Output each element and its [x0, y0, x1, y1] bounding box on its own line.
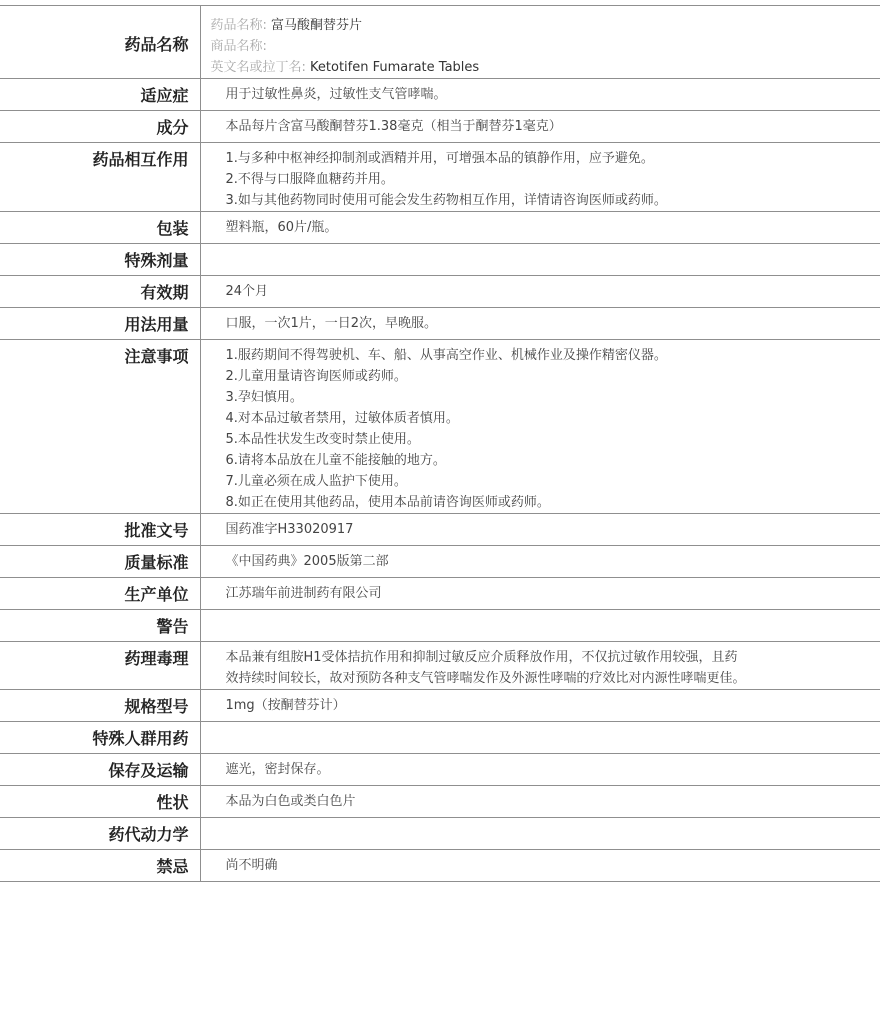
- row-label: 禁忌: [0, 850, 200, 882]
- value-line: 本品每片含富马酸酮替芬1.38毫克（相当于酮替芬1毫克）: [225, 119, 562, 134]
- spec-row: [0, 340, 880, 514]
- spec-row-drug-name: [0, 6, 880, 79]
- spec-row: [0, 546, 880, 578]
- row-value: [200, 143, 880, 212]
- value-line: 用于过敏性鼻炎，过敏性支气管哮喘。: [225, 87, 447, 102]
- spec-row: [0, 143, 880, 212]
- spec-row: [0, 514, 880, 546]
- value-line: 塑料瓶，60片/瓶。: [225, 220, 338, 235]
- drug-spec-table: [0, 5, 880, 882]
- row-value: [200, 578, 880, 610]
- row-value: [200, 610, 880, 642]
- row-value: [200, 308, 880, 340]
- value-line: 国药准字H33020917: [225, 522, 354, 537]
- spec-row: [0, 79, 880, 111]
- value-line: 2.不得与口服降血糖药并用。: [225, 172, 394, 187]
- row-label: 注意事项: [0, 340, 200, 514]
- row-label: 用法用量: [0, 308, 200, 340]
- generic-name-value: 富马酸酮替芬片: [271, 18, 363, 33]
- english-name-key: 英文名或拉丁名:: [210, 60, 306, 75]
- row-label: 特殊人群用药: [0, 722, 200, 754]
- row-value: [200, 642, 880, 690]
- row-label: 警告: [0, 610, 200, 642]
- spec-row: [0, 578, 880, 610]
- value-line: 6.请将本品放在儿童不能接触的地方。: [225, 453, 446, 468]
- spec-row: [0, 786, 880, 818]
- value-line: 2.儿童用量请咨询医师或药师。: [225, 369, 407, 384]
- spec-row: [0, 244, 880, 276]
- value-line: 本品兼有组胺H1受体拮抗作用和抑制过敏反应介质释放作用，不仅抗过敏作用较强，且药: [225, 650, 738, 665]
- value-line: 尚不明确: [225, 858, 278, 873]
- value-line: 效持续时间较长，故对预防各种支气管哮喘发作及外源性哮喘的疗效比对内源性哮喘更佳。: [225, 671, 746, 686]
- value-line: 本品为白色或类白色片: [225, 794, 356, 809]
- row-label: 适应症: [0, 79, 200, 111]
- value-line: 《中国药典》2005版第二部: [225, 554, 389, 569]
- row-label: 包装: [0, 212, 200, 244]
- drug-spec-body: [0, 6, 880, 882]
- trade-name-line: [211, 36, 880, 57]
- value-line: 5.本品性状发生改变时禁止使用。: [225, 432, 420, 447]
- spec-row: [0, 111, 880, 143]
- value-line: 3.如与其他药物同时使用可能会发生药物相互作用，详情请咨询医师或药师。: [225, 193, 667, 208]
- row-value: [200, 850, 880, 882]
- row-value: [200, 754, 880, 786]
- value-line: 遮光，密封保存。: [225, 762, 330, 777]
- value-line: 1.服药期间不得驾驶机、车、船、从事高空作业、机械作业及操作精密仪器。: [225, 348, 667, 363]
- row-value: [200, 546, 880, 578]
- spec-row: [0, 754, 880, 786]
- row-label: 质量标准: [0, 546, 200, 578]
- row-value: [200, 818, 880, 850]
- row-label: 药品名称: [0, 6, 200, 79]
- row-value: [200, 514, 880, 546]
- row-label: 药品相互作用: [0, 143, 200, 212]
- generic-name-key: 药品名称:: [210, 18, 267, 33]
- spec-row: [0, 610, 880, 642]
- value-line: 口服，一次1片，一日2次，早晚服。: [225, 316, 438, 331]
- value-line: 7.儿童必须在成人监护下使用。: [225, 474, 407, 489]
- spec-row: [0, 850, 880, 882]
- spec-row: [0, 276, 880, 308]
- english-name-line: [211, 57, 880, 78]
- row-label: 药代动力学: [0, 818, 200, 850]
- row-value: [200, 690, 880, 722]
- spec-row: [0, 722, 880, 754]
- row-label: 批准文号: [0, 514, 200, 546]
- value-line: 江苏瑞年前进制药有限公司: [225, 586, 382, 601]
- row-label: 成分: [0, 111, 200, 143]
- row-value: [200, 786, 880, 818]
- row-value: [200, 111, 880, 143]
- row-value: [200, 212, 880, 244]
- row-value: [200, 79, 880, 111]
- spec-row: [0, 308, 880, 340]
- trade-name-key: 商品名称:: [210, 39, 267, 54]
- spec-row: [0, 212, 880, 244]
- row-value: [200, 244, 880, 276]
- spec-row: [0, 818, 880, 850]
- spec-row: [0, 690, 880, 722]
- value-line: 24个月: [225, 284, 269, 299]
- value-line: 1.与多种中枢神经抑制剂或酒精并用，可增强本品的镇静作用，应予避免。: [225, 151, 654, 166]
- row-label: 保存及运输: [0, 754, 200, 786]
- value-line: 1mg（按酮替芬计）: [225, 698, 346, 713]
- row-label: 有效期: [0, 276, 200, 308]
- spec-row: [0, 642, 880, 690]
- generic-name-line: [211, 15, 880, 36]
- english-name-value: Ketotifen Fumarate Tables: [310, 60, 480, 75]
- row-label: 规格型号: [0, 690, 200, 722]
- row-label: 药理毒理: [0, 642, 200, 690]
- row-value: [200, 340, 880, 514]
- row-value: [200, 6, 880, 79]
- value-line: 4.对本品过敏者禁用，过敏体质者慎用。: [225, 411, 459, 426]
- row-value: [200, 722, 880, 754]
- row-label: 生产单位: [0, 578, 200, 610]
- value-line: 3.孕妇慎用。: [225, 390, 303, 405]
- row-label: 性状: [0, 786, 200, 818]
- value-line: 8.如正在使用其他药品，使用本品前请咨询医师或药师。: [225, 495, 550, 510]
- row-value: [200, 276, 880, 308]
- row-label: 特殊剂量: [0, 244, 200, 276]
